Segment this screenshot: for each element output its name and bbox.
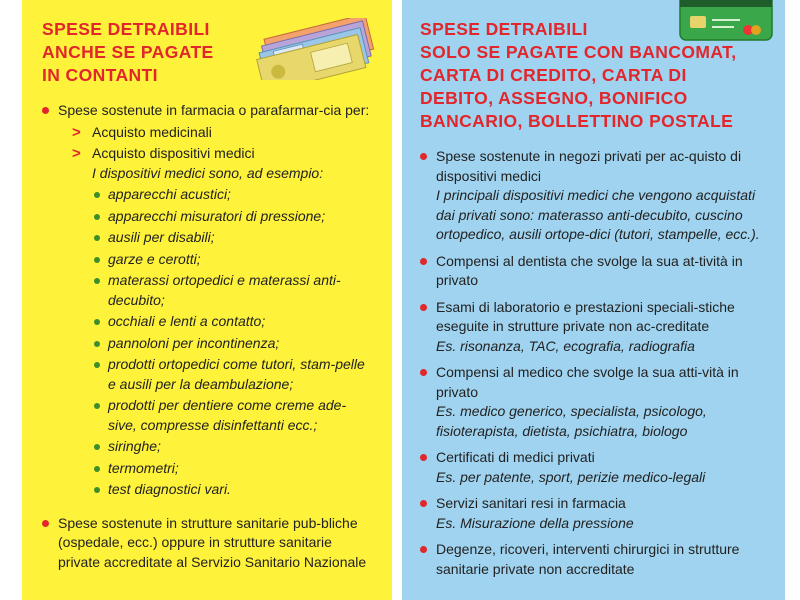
dot-icon	[94, 257, 100, 263]
traceable-payments-panel	[402, 0, 785, 600]
bullet-icon	[420, 304, 427, 311]
list-item	[58, 459, 372, 479]
heading-line: BANCARIO, BOLLETTINO POSTALE	[420, 111, 734, 131]
list-item	[420, 494, 769, 533]
list-item	[58, 312, 372, 332]
sub-item	[58, 123, 372, 143]
heading-line: IN CONTANTI	[42, 65, 158, 85]
dot-icon	[94, 319, 100, 325]
list-item	[42, 514, 372, 573]
list-item	[58, 228, 372, 248]
dot-icon	[94, 235, 100, 241]
arrow-icon: >	[72, 145, 81, 162]
dot-text: siringhe;	[108, 438, 161, 454]
dot-icon	[94, 278, 100, 284]
dot-icon	[94, 192, 100, 198]
bullet-icon	[420, 546, 427, 553]
list-item	[420, 147, 769, 245]
medical-devices-list	[58, 185, 372, 500]
item-text: Spese sostenute in negozi privati per ac-quisto di dispositivi medici	[436, 148, 742, 184]
list-item	[420, 540, 769, 579]
bullet-icon	[420, 500, 427, 507]
list-item	[58, 334, 372, 354]
banknotes-icon	[250, 18, 390, 80]
dot-icon	[94, 214, 100, 220]
list-item	[58, 250, 372, 270]
bullet-icon	[420, 454, 427, 461]
dot-icon	[94, 466, 100, 472]
list-item	[420, 448, 769, 487]
list-item	[58, 355, 372, 394]
bullet-icon	[420, 153, 427, 160]
dot-text: materassi ortopedici e materassi anti-decubito;	[108, 272, 341, 308]
heading-line: SPESE DETRAIBILI	[420, 19, 588, 39]
list-item	[58, 480, 372, 500]
list-item	[58, 396, 372, 435]
dot-text: occhiali e lenti a contatto;	[108, 313, 266, 329]
bullet-icon	[420, 258, 427, 265]
traceable-expenses-list	[420, 147, 769, 579]
bullet-icon	[42, 107, 49, 114]
dot-icon	[94, 403, 100, 409]
item-text: Certificati di medici privati	[436, 449, 595, 465]
dot-text: prodotti ortopedici come tutori, stam-pelle e ausili per la deambulazione;	[108, 356, 365, 392]
item-note: Es. per patente, sport, perizie medico-legali	[436, 468, 706, 485]
dot-text: garze e cerotti;	[108, 250, 201, 267]
item-text: Esami di laboratorio e prestazioni speciali-stiche eseguite in strutture private non ac-creditate	[436, 298, 735, 334]
list-item	[58, 207, 372, 227]
item-text: Degenze, ricoveri, interventi chirurgici in strutture sanitarie private non accreditate	[436, 541, 740, 577]
dot-icon	[94, 362, 100, 368]
list-item	[58, 271, 372, 310]
arrow-icon: >	[72, 123, 81, 141]
cash-payments-panel	[22, 0, 392, 600]
sub-item-label: Acquisto medicinali	[92, 123, 212, 140]
heading-line: SPESE DETRAIBILI	[42, 19, 210, 39]
bullet-icon	[420, 369, 427, 376]
dot-text: apparecchi acustici;	[108, 186, 231, 202]
item-text: Compensi al dentista che svolge la sua at-tività in privato	[436, 252, 743, 288]
sub-item	[58, 144, 372, 183]
dot-text: test diagnostici vari.	[108, 481, 231, 497]
dot-icon	[94, 341, 100, 347]
item-note: I principali dispositivi medici che vengono acquistati dai privati sono: materasso anti-decubito, cuscino ortopedico, ausili ortope-dici (tutori, stampelle, ecc.).	[436, 187, 760, 242]
list-item	[58, 437, 372, 457]
item-text: Compensi al medico che svolge la sua atti-vità in privato	[436, 364, 739, 400]
item-note: Es. Misurazione della pressione	[436, 514, 634, 531]
heading-line: CARTA DI CREDITO, CARTA DI	[420, 65, 687, 85]
heading-line: DEBITO, ASSEGNO, BONIFICO	[420, 88, 688, 108]
sub-item-note: I dispositivi medici sono, ad esempio:	[92, 164, 324, 181]
item-text: Spese sostenute in strutture sanitarie pub-bliche (ospedale, ecc.) oppure in strutture sanitarie private accreditate al Servizio Sanitario Nazionale	[58, 514, 367, 570]
item-text: Spese sostenute in farmacia o parafarmar-cia per:	[58, 102, 370, 118]
item-text: Servizi sanitari resi in farmacia	[436, 495, 626, 511]
dot-text: ausili per disabili;	[108, 229, 215, 245]
dot-icon	[94, 487, 100, 493]
heading-line: ANCHE SE PAGATE	[42, 42, 214, 62]
bullet-icon	[42, 520, 49, 527]
credit-card-icon	[678, 0, 774, 42]
list-item	[420, 363, 769, 441]
cash-expenses-list	[42, 101, 372, 572]
dot-text: prodotti per dentiere come creme ade-sive, compresse disinfettanti ecc.;	[108, 397, 347, 433]
list-item	[42, 101, 372, 500]
item-note: Es. risonanza, TAC, ecografia, radiografia	[436, 337, 695, 354]
sub-item-label: Acquisto dispositivi medici	[92, 145, 255, 161]
list-item	[420, 298, 769, 357]
dot-text: pannoloni per incontinenza;	[108, 334, 280, 351]
cash-heading	[42, 18, 232, 87]
list-item	[58, 185, 372, 205]
dot-icon	[94, 444, 100, 450]
item-note: Es. medico generico, specialista, psicologo, fisioterapista, dietista, psichiatra, biologo	[436, 403, 707, 439]
dot-text: apparecchi misuratori di pressione;	[108, 207, 326, 224]
list-item	[420, 252, 769, 291]
dot-text: termometri;	[108, 459, 179, 476]
heading-line: SOLO SE PAGATE CON BANCOMAT,	[420, 42, 737, 62]
